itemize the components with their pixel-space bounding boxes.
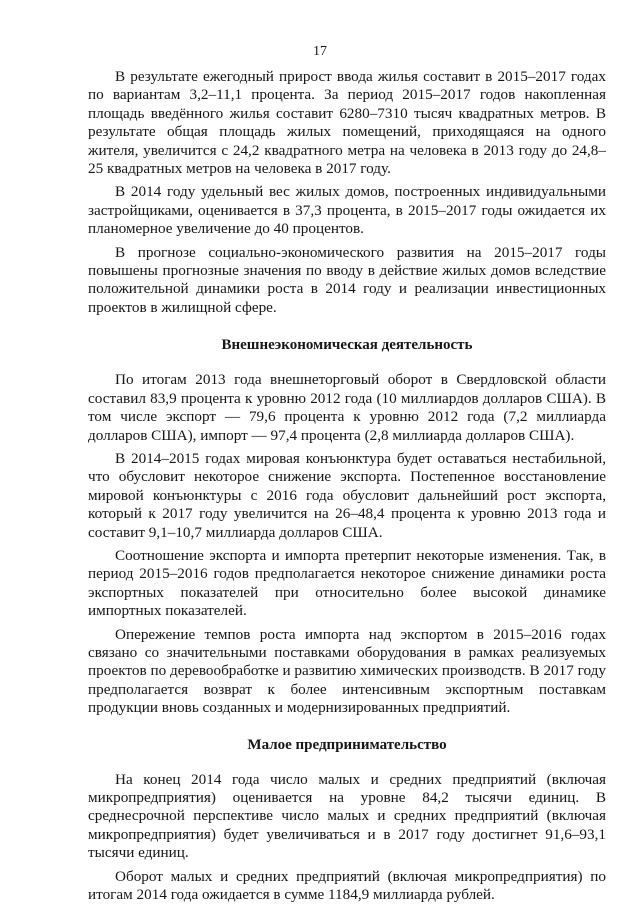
- paragraph-enterprise-turnover: Оборот малых и средних предприятий (включая микропредприятия) по итогам 2014 года ожидается в сумме 1184,9 миллиарда рублей.: [88, 867, 606, 904]
- paragraph-individual-builders: В 2014 году удельный вес жилых домов, построенных индивидуальными застройщиками, оценивается в 37,3 процента, в 2015–2017 годы ожидается их планомерное увеличение до 40 процентов.: [88, 183, 606, 238]
- page-number: 17: [313, 44, 327, 59]
- paragraph-world-market: В 2014–2015 годах мировая конъюнктура будет оставаться нестабильной, что обусловит некоторое снижение экспорта. Постепенное восстановление мировой конъюнктуры с 2016 года обусловит дальнейший рост экспорта, который к 2017 году увеличится на 26–48,4 процента к уровню 2013 года и составит 9,1–10,7 миллиарда долларов США.: [88, 449, 606, 541]
- paragraph-trade-turnover: По итогам 2013 года внешнеторговый оборот в Свердловской области составил 83,9 процента к уровню 2012 года (10 миллиардов долларов США). В том числе экспорт — 79,6 процента к уровню 2012 года (7,2 миллиарда долларов США), импорт — 97,4 процента (2,8 миллиарда долларов США).: [88, 371, 606, 444]
- heading-small-business: Малое предпринимательство: [247, 736, 447, 753]
- paragraph-enterprise-count: На конец 2014 года число малых и средних предприятий (включая микропредприятия) оценивается на уровне 84,2 тысячи единиц. В среднесрочной перспективе число малых и средних предприятий (включая микропредприятия) будет увеличиваться и в 2017 году достигнет 91,6–93,1 тысячи единиц.: [88, 770, 606, 862]
- paragraph-housing-forecast: В прогнозе социально-экономического развития на 2015–2017 годы повышены прогнозные значения по вводу в действие жилых домов вследствие положительной динамики роста в 2014 году и реализации инвестиционных проектов в жилищной сфере.: [88, 243, 606, 316]
- heading-foreign-trade: Внешнеэкономическая деятельность: [221, 337, 473, 354]
- paragraph-export-import-ratio: Соотношение экспорта и импорта претерпит некоторые изменения. Так, в период 2015–2016 годов предполагается некоторое снижение динамики роста экспортных показателей при относительно более высокой динамике импортных показателей.: [88, 546, 606, 620]
- paragraph-housing-growth: В результате ежегодный прирост ввода жилья составит в 2015–2017 годах по вариантам 3,2–11,1 процента. За период 2015–2017 годов накопленная площадь введённого жилья составит 6280–7310 тысяч квадратных метров. В результате общая площадь жилых помещений, приходящаяся на одного жителя, увеличится с 24,2 квадратного метра на человека в 2013 году до 24,8–25 квадратных метров на человека в 2017 году.: [88, 68, 606, 178]
- page-content: [88, 68, 606, 909]
- paragraph-import-growth: Опережение темпов роста импорта над экспортом в 2015–2016 годах связано со значительными поставками оборудования в рамках реализуемых проектов по деревообработке и развитию химических производств. В 2017 году предполагается возврат к более интенсивным экспортным поставкам продукции вновь созданных и модернизированных предприятий.: [88, 625, 606, 717]
